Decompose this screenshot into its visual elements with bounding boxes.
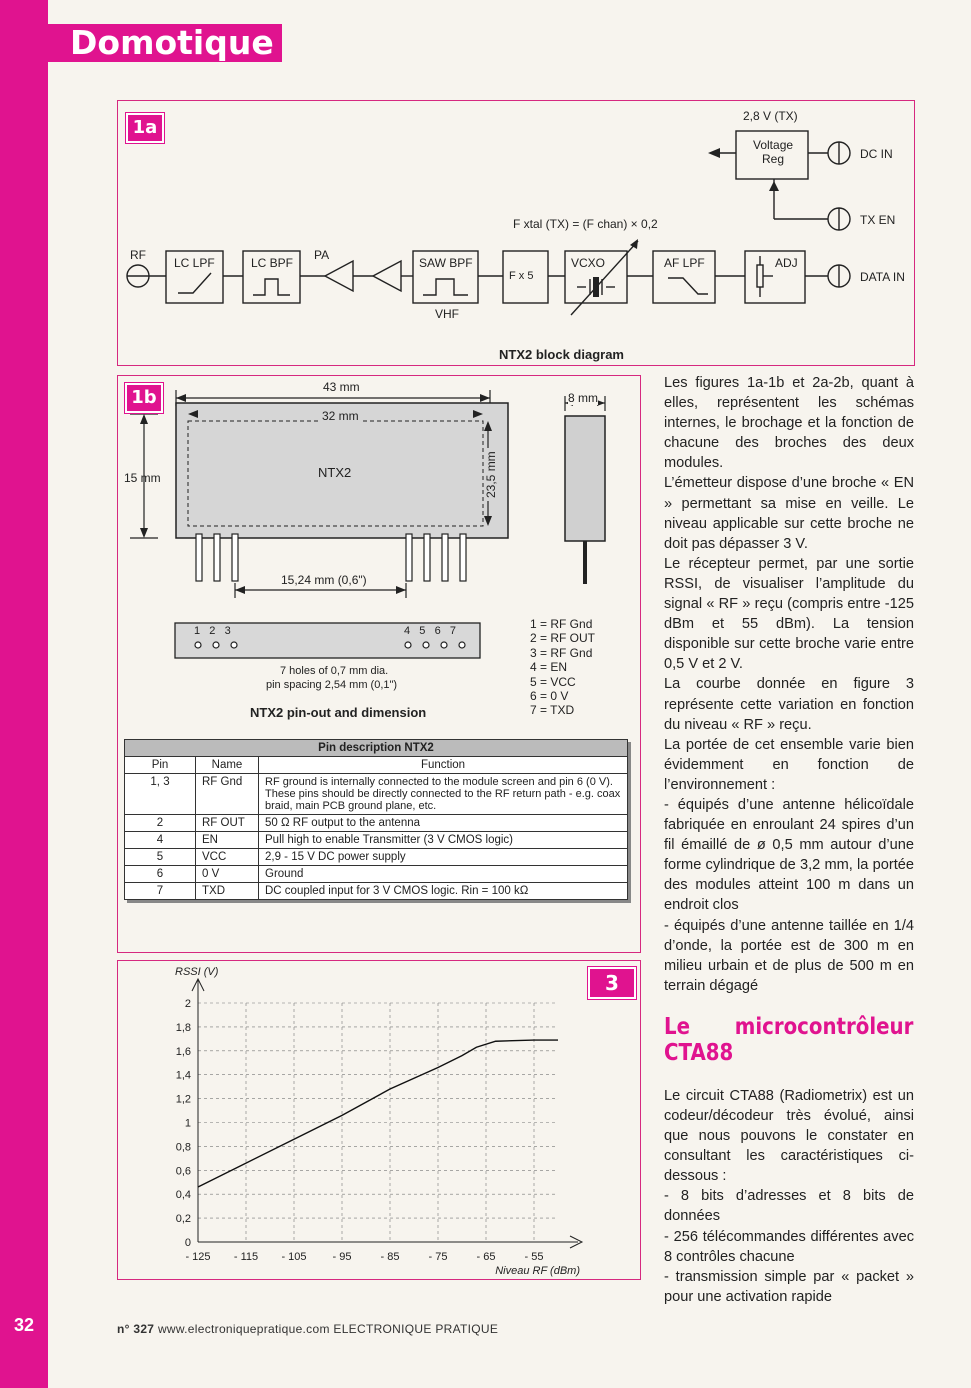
y-tick-label: 0,6 <box>175 1165 191 1178</box>
y-tick-label: 0,4 <box>175 1189 191 1202</box>
section-heading: Le microcontrôleur CTA88 <box>664 1013 914 1066</box>
vhf-label: VHF <box>435 307 459 321</box>
cell-name: VCC <box>196 849 259 866</box>
fxtal-label: F xtal (TX) = (F chan) × 0,2 <box>513 217 658 231</box>
paragraph: - 256 télécommandes différentes avec 8 contrôles chacune <box>664 1228 914 1265</box>
dim-15-24mm: 15,24 mm (0,6") <box>281 573 367 587</box>
y-tick-label: 0,8 <box>175 1141 191 1154</box>
cell-function: DC coupled input for 3 V CMOS logic. Rin = 100 kΩ <box>259 883 628 900</box>
y-tick-label: 1,6 <box>175 1045 191 1058</box>
y-tick-label: 0,2 <box>175 1213 191 1226</box>
table-row <box>125 832 628 849</box>
voltage-reg-label-2: Reg <box>762 152 785 166</box>
fx5-label: F x 5 <box>509 270 534 282</box>
y-tick-label: 1 <box>184 1117 191 1130</box>
figure-1a <box>117 100 915 366</box>
paragraph: - transmission simple par « packet » pour une activation rapide <box>664 1268 914 1305</box>
figure-badge-1b: 1b <box>125 383 163 413</box>
pin-legend-item: 6 = 0 V <box>530 689 569 704</box>
cell-pin: 2 <box>125 815 196 832</box>
section-title: Domotique <box>48 24 282 62</box>
article-text <box>664 373 914 1307</box>
pin-legend-item: 5 = VCC <box>530 674 576 689</box>
figure-1a-caption: NTX2 block diagram <box>499 347 624 362</box>
pa-label: PA <box>314 248 330 262</box>
paragraph: Les figures 1a-1b et 2a-2b, quant à elles, représentent les schémas internes, le brochage et la fonction de chacune des broches des deux modules. <box>664 375 914 472</box>
table-header-name: Name <box>196 757 259 774</box>
cell-name: 0 V <box>196 866 259 883</box>
lc-bpf-label: LC BPF <box>251 256 294 270</box>
x-tick-label: - 55 <box>524 1251 544 1263</box>
paragraph: - équipés d’une antenne hélicoïdale fabriquée en enroulant 24 spires d’un fil émaillé de ø 0,5 mm autour d’une forme cylindrique de 3,2 mm, la portée des modules atteint 100 m dans un endroit clos <box>664 796 914 914</box>
voltage-reg-label-1: Voltage <box>753 138 794 152</box>
x-tick-label: - 75 <box>428 1251 448 1263</box>
figure-1b <box>117 375 641 953</box>
cell-pin: 6 <box>125 866 196 883</box>
paragraph: Le circuit CTA88 (Radiometrix) est un codeur/décodeur très évolué, ainsi que nous pouvons le constater en consultant les caractéristiques ci-dessous : <box>664 1087 914 1185</box>
cell-pin: 5 <box>125 849 196 866</box>
table-row <box>125 866 628 883</box>
data-in-label: DATA IN <box>860 270 905 284</box>
footer <box>117 1322 498 1336</box>
figure-badge-1a: 1a <box>126 113 164 143</box>
dc-in-label: DC IN <box>860 147 893 161</box>
y-tick-label: 1,8 <box>175 1021 191 1034</box>
cell-name: EN <box>196 832 259 849</box>
pin-numbers-right: 4 5 6 7 <box>404 625 456 637</box>
rssi-series-line <box>198 1040 558 1187</box>
table-title: Pin description NTX2 <box>125 740 628 757</box>
paragraph: La courbe donnée en figure 3 représente cette variation en fonction du niveau « RF » reçu. <box>664 676 914 733</box>
tx-en-label: TX EN <box>860 213 896 227</box>
paragraph: - 8 bits d’adresses et 8 bits de données <box>664 1188 914 1225</box>
cell-name: RF Gnd <box>196 774 259 815</box>
paragraph: - équipés d’une antenne taillée en 1/4 d’onde, la portée est de 300 m en milieu urbain et de plus de 500 m en terrain dégagé <box>664 917 914 994</box>
cell-function: 50 Ω RF output to the antenna <box>259 815 628 832</box>
cell-function: 2,9 - 15 V DC power supply <box>259 849 628 866</box>
y-tick-label: 2 <box>184 998 191 1010</box>
dim-32mm: 32 mm <box>318 409 363 423</box>
paragraph: La portée de cet ensemble varie bien évidemment en fonction de l’environnement : <box>664 736 914 793</box>
x-tick-label: - 85 <box>380 1251 400 1263</box>
dim-43mm: 43 mm <box>323 380 360 394</box>
module-label: NTX2 <box>318 465 352 480</box>
y-tick-label: 1,2 <box>175 1093 191 1106</box>
dim-15mm: 15 mm <box>124 471 161 485</box>
y-tick-label: 0 <box>184 1237 191 1249</box>
block-diagram <box>118 101 916 367</box>
x-tick-label: - 125 <box>185 1251 211 1263</box>
pin-legend-item: 3 = RF Gnd <box>530 645 593 660</box>
pin-legend <box>530 617 595 718</box>
cell-pin: 7 <box>125 883 196 900</box>
footer-site: www.electroniquepratique.com <box>157 1322 330 1336</box>
pin-description-table <box>124 739 628 900</box>
figure-3 <box>117 960 641 1280</box>
x-axis-label: Niveau RF (dBm) <box>495 1265 580 1277</box>
rssi-chart <box>118 961 642 1281</box>
voltage-28-label: 2,8 V (TX) <box>743 109 798 123</box>
cell-function: RF ground is internally connected to the module screen and pin 6 (0 V). These pins should be directly connected to the RF return path - e.g. coax braid, main PCB ground plane, etc. <box>259 774 628 815</box>
pin-legend-item: 7 = TXD <box>530 703 575 718</box>
table-row <box>125 774 628 815</box>
af-lpf-label: AF LPF <box>664 256 705 270</box>
left-margin-bar <box>0 0 48 1388</box>
table-row <box>125 849 628 866</box>
paragraph: Le récepteur permet, par une sortie RSSI, de visualiser l’amplitude du signal « RF » reçu (compris entre -125 dBm et 55 dBm). La tension disponible sur cette broche varie entre 0,5 V et 2 V. <box>664 555 914 673</box>
y-tick-label: 1,4 <box>175 1069 191 1082</box>
pin-legend-item: 1 = RF Gnd <box>530 617 593 631</box>
cell-name: TXD <box>196 883 259 900</box>
x-tick-label: - 65 <box>476 1251 496 1263</box>
footer-magazine: ELECTRONIQUE PRATIQUE <box>333 1322 499 1336</box>
adj-label: ADJ <box>775 256 798 270</box>
y-axis-label: RSSI (V) <box>175 966 219 978</box>
page-number: 32 <box>0 1306 48 1344</box>
table-header-pin: Pin <box>125 757 196 774</box>
rf-label: RF <box>130 248 146 262</box>
cell-function: Pull high to enable Transmitter (3 V CMOS logic) <box>259 832 628 849</box>
pin-legend-item: 4 = EN <box>530 660 568 675</box>
cell-function: Ground <box>259 866 628 883</box>
x-tick-label: - 105 <box>281 1251 307 1263</box>
table-header-function: Function <box>259 757 628 774</box>
x-tick-label: - 95 <box>332 1251 352 1263</box>
pin-numbers-left: 1 2 3 <box>194 625 231 637</box>
footer-issue: n° 327 <box>117 1322 155 1336</box>
paragraph: L’émetteur dispose d’une broche « EN » permettant sa mise en veille. Le niveau applicable sur cette broche ne doit pas dépasser 3 V. <box>664 475 914 552</box>
cell-name: RF OUT <box>196 815 259 832</box>
cell-pin: 4 <box>125 832 196 849</box>
figure-1b-caption: NTX2 pin-out and dimension <box>250 705 427 720</box>
vcxo-label: VCXO <box>571 256 606 270</box>
holes-note-2: pin spacing 2,54 mm (0,1") <box>266 679 398 691</box>
table-row <box>125 883 628 900</box>
dim-8mm: 8 mm <box>568 391 598 405</box>
saw-bpf-label: SAW BPF <box>419 256 473 270</box>
dim-23-5mm: 23,5 mm <box>484 448 498 501</box>
holes-note-1: 7 holes of 0,7 mm dia. <box>280 665 389 677</box>
pin-legend-item: 2 = RF OUT <box>530 631 596 646</box>
cell-pin: 1, 3 <box>125 774 196 815</box>
table-row <box>125 815 628 832</box>
x-tick-label: - 115 <box>233 1251 259 1263</box>
figure-badge-3: 3 <box>588 967 636 999</box>
lc-lpf-label: LC LPF <box>174 256 215 270</box>
